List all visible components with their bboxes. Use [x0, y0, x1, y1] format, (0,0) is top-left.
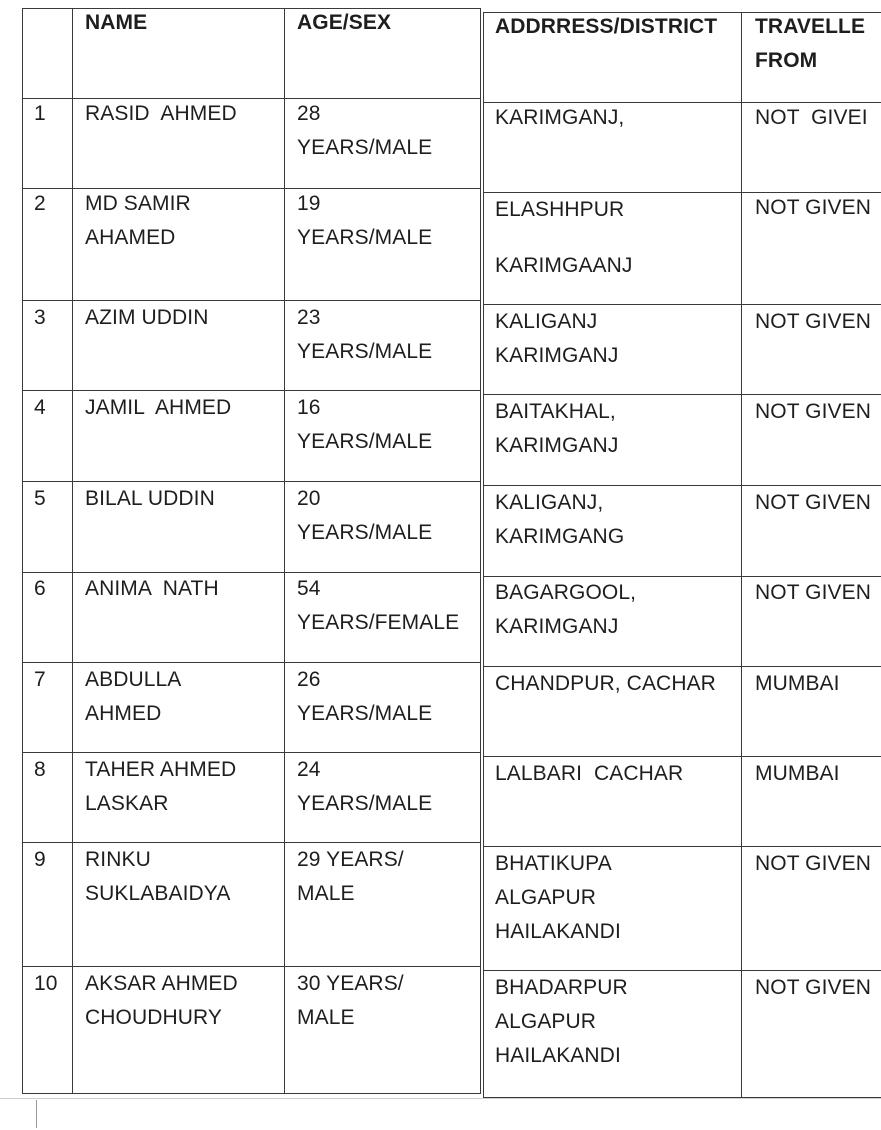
row-3-address: KALIGANJ KARIMGANJ: [495, 310, 619, 367]
row-5-sno: 5: [34, 487, 46, 510]
row-2-age-sex: 19 YEARS/MALE: [297, 192, 433, 249]
row-4-address: BAITAKHAL, KARIMGANJ: [495, 400, 619, 457]
text-cursor: [36, 1100, 37, 1128]
row-7-sno: 7: [34, 668, 46, 691]
row-6-age-sex: 54 YEARS/FEMALE: [297, 577, 460, 634]
row-2-name: MD SAMIR AHAMED: [85, 192, 191, 249]
row-9-name: RINKU SUKLABAIDYA: [85, 848, 231, 905]
row-5-name: BILAL UDDIN: [85, 487, 215, 510]
row-4-age-sex: 16 YEARS/MALE: [297, 396, 433, 453]
row-9-travelled-from: NOT GIVEN: [755, 852, 872, 875]
row-8-address: LALBARI CACHAR: [495, 762, 684, 785]
column-divider-name: [284, 8, 285, 1094]
column-divider-address-left: [483, 12, 484, 1098]
row-3-travelled-from: NOT GIVEN: [755, 310, 872, 333]
row-10-age-sex: 30 YEARS/ MALE: [297, 972, 404, 1029]
row-4-travelled-from: NOT GIVEN: [755, 400, 872, 423]
header-travelled-from: TRAVELLE FROM: [755, 15, 866, 72]
row-1-travelled-from: NOT GIVEI: [755, 106, 868, 129]
row-8-sno: 8: [34, 758, 46, 781]
row-1-age-sex: 28 YEARS/MALE: [297, 102, 433, 159]
header-name: NAME: [85, 11, 148, 34]
column-divider-age: [480, 8, 481, 1094]
row-7-age-sex: 26 YEARS/MALE: [297, 668, 433, 725]
row-line-left-11: [22, 1093, 480, 1094]
row-7-travelled-from: MUMBAI: [755, 672, 840, 695]
row-5-address: KALIGANJ, KARIMGANG: [495, 491, 625, 548]
row-6-sno: 6: [34, 577, 46, 600]
row-2-address: ELASHHPUR KARIMGAANJ: [495, 198, 633, 277]
row-1-address: KARIMGANJ,: [495, 106, 625, 129]
row-10-address: BHADARPUR ALGAPUR HAILAKANDI: [495, 976, 628, 1067]
row-8-age-sex: 24 YEARS/MALE: [297, 758, 433, 815]
row-9-address: BHATIKUPA ALGAPUR HAILAKANDI: [495, 852, 621, 943]
row-2-travelled-from: NOT GIVEN: [755, 196, 872, 219]
row-6-name: ANIMA NATH: [85, 577, 219, 600]
table-border-left: [22, 8, 23, 1094]
header-address: ADDRRESS/DISTRICT: [495, 15, 718, 38]
row-4-sno: 4: [34, 396, 46, 419]
row-2-sno: 2: [34, 192, 46, 215]
row-7-name: ABDULLA AHMED: [85, 668, 182, 725]
row-7-address: CHANDPUR, CACHAR: [495, 672, 716, 695]
row-5-travelled-from: NOT GIVEN: [755, 491, 872, 514]
row-10-sno: 10: [34, 972, 58, 995]
row-3-age-sex: 23 YEARS/MALE: [297, 306, 433, 363]
row-10-travelled-from: NOT GIVEN: [755, 976, 872, 999]
row-10-name: AKSAR AHMED CHOUDHURY: [85, 972, 238, 1029]
row-1-name: RASID AHMED: [85, 102, 237, 125]
row-8-name: TAHER AHMED LASKAR: [85, 758, 237, 815]
column-divider-sno: [72, 8, 73, 1094]
row-3-sno: 3: [34, 306, 46, 329]
row-6-address: BAGARGOOL, KARIMGANJ: [495, 581, 637, 638]
row-5-age-sex: 20 YEARS/MALE: [297, 487, 433, 544]
header-age-sex: AGE/SEX: [297, 11, 392, 34]
page-bottom-edge: [0, 1098, 881, 1099]
row-8-travelled-from: MUMBAI: [755, 762, 840, 785]
row-6-travelled-from: NOT GIVEN: [755, 581, 872, 604]
row-4-name: JAMIL AHMED: [85, 396, 232, 419]
row-9-age-sex: 29 YEARS/ MALE: [297, 848, 404, 905]
column-divider-address-right: [741, 12, 742, 1098]
row-3-name: AZIM UDDIN: [85, 306, 209, 329]
row-1-sno: 1: [34, 102, 46, 125]
row-9-sno: 9: [34, 848, 46, 871]
